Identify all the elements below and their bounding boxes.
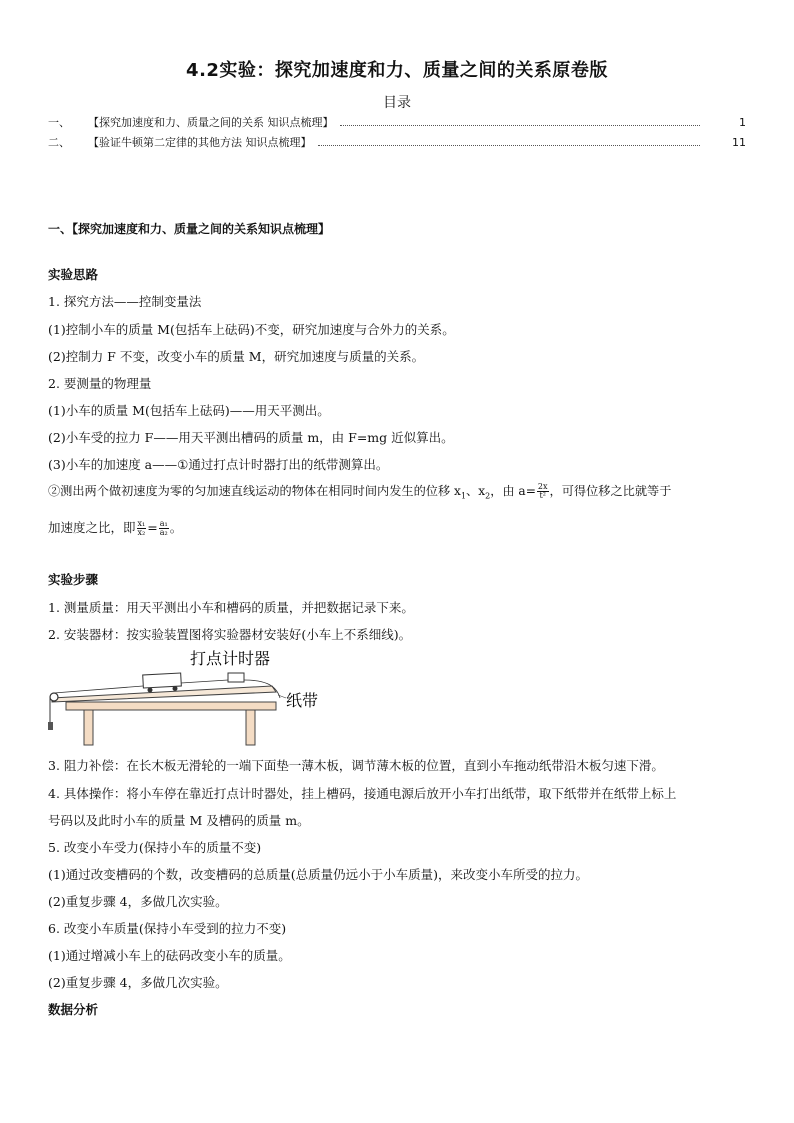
paper-tape [181,680,228,683]
toc-heading: 目录 [383,95,411,111]
toc-item[interactable] [48,134,746,154]
displacement-ratio: $\frac{\text{x₁}}{\text{x₂}}$ [137,519,146,537]
toc-item[interactable] [48,114,746,134]
paragraph-line: 2. 安装器材：按实验装置图将实验器材安装好(小车上不系细线)。 [48,627,412,642]
toc-item-number: 二、 [48,136,70,149]
toc-leader-dots [318,145,701,146]
apparatus-svg [48,640,348,750]
paragraph-line: 号码以及此时小车的质量 M 及槽码的质量 m。 [48,813,310,828]
hook-weight [48,722,53,730]
paragraph-line: 1. 测量质量：用天平测出小车和槽码的质量，并把数据记录下来。 [48,600,414,615]
paragraph-line: (2)重复步骤 4，多做几次实验。 [48,975,228,990]
method-two-continuation: 加速度之比，即 $\frac{\text{x₁}}{\text{x₂}}$ = $\frac{\text{a₁}}{\text{a₂}}$ 。 [48,519,183,537]
table-of-contents [48,114,746,154]
cart-string [54,686,143,693]
paragraph-line: (2)重复步骤 4，多做几次实验。 [48,894,228,909]
toc-item-text: 【探究加速度和力、质量之间的关系 知识点梳理】 [88,116,334,129]
paragraph-line: (3)小车的加速度 a——①通过打点计时器打出的纸带测算出。 [48,457,389,472]
acceleration-ratio: $\frac{\text{a₁}}{\text{a₂}}$ [159,519,168,537]
acceleration-fraction: $\frac{2x}{\text{t²}}$ [537,482,548,500]
inclined-board [52,686,276,702]
toc-item-page: 1 [739,116,746,129]
cart-body [143,673,182,688]
toc-item-number: 一、 [48,116,70,129]
timer-label: 打点计时器 [190,649,271,668]
analysis-heading: 数据分析 [48,1002,99,1017]
document-title: 4.2实验：探究加速度和力、质量之间的关系原卷版 [186,60,608,81]
paragraph-line: (1)通过改变槽码的个数，改变槽码的总质量(总质量仍远小于小车质量)，来改变小车所受的拉力。 [48,867,588,882]
paragraph-line: 1. 探究方法——控制变量法 [48,294,202,309]
toc-leader-dots [340,125,701,126]
paragraph-line: 2. 要测量的物理量 [48,376,152,391]
paragraph-line: (1)小车的质量 M(包括车上砝码)——用天平测出。 [48,403,330,418]
table-leg [84,710,93,745]
paragraph-line: (1)通过增减小车上的砝码改变小车的质量。 [48,948,291,963]
paragraph-line: (1)控制小车的质量 M(包括车上砝码)不变，研究加速度与合外力的关系。 [48,322,455,337]
apparatus-diagram [48,640,348,750]
toc-item-page: 11 [732,136,746,149]
section-heading: 一、【探究加速度和力、质量之间的关系知识点梳理】 [48,222,331,236]
cart-wheel [148,688,153,693]
steps-heading: 实验步骤 [48,572,99,587]
paragraph-line: 6. 改变小车质量(保持小车受到的拉力不变) [48,921,287,936]
paragraph-line: 3. 阻力补偿：在长木板无滑轮的一端下面垫一薄木板，调节薄木板的位置，直到小车拖动纸带沿木板匀速下滑。 [48,758,664,773]
paragraph-line: (2)控制力 F 不变，改变小车的质量 M，研究加速度与质量的关系。 [48,349,425,364]
cart-wheel [173,686,178,691]
paragraph-line: (2)小车受的拉力 F——用天平测出槽码的质量 m，由 F=mg 近似算出。 [48,430,454,445]
paragraph-line: 4. 具体操作：将小车停在靠近打点计时器处，挂上槽码，接通电源后放开小车打出纸带，取下纸带并在纸带上标上 [48,786,677,801]
table-leg [246,710,255,745]
method-two-line: ②测出两个做初速度为零的匀加速直线运动的物体在相同时间内发生的位移 $x_1$、$x_2$，由 a= $\frac{2x}{\text{t²}}$ ，可得位移之比就等于 [48,482,672,501]
toc-item-text: 【验证牛顿第二定律的其他方法 知识点梳理】 [88,136,312,149]
tape-label: 纸带 [286,691,319,710]
idea-heading: 实验思路 [48,267,99,282]
table-top [66,702,276,710]
pulley-icon [50,693,58,701]
paragraph-line: 5. 改变小车受力(保持小车的质量不变) [48,840,262,855]
timer-icon [228,673,244,682]
